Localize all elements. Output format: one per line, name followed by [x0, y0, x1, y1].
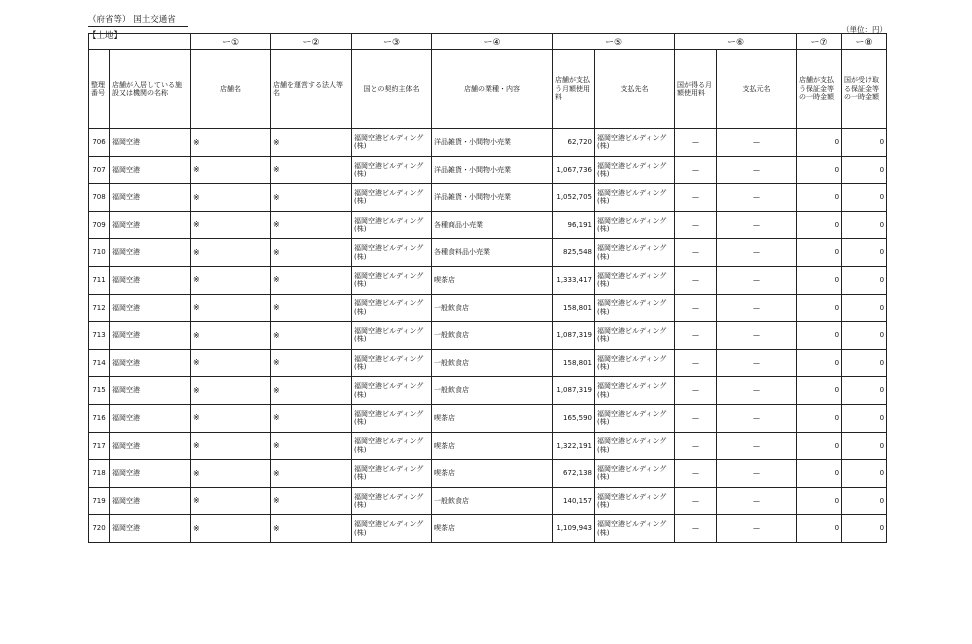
cell-deposit-paid: 0 — [797, 156, 842, 184]
cell-store-name: ※ — [191, 515, 271, 543]
cell-facility: 福岡空港 — [110, 377, 191, 405]
cell-operator: ※ — [271, 515, 352, 543]
cell-deposit-paid: 0 — [797, 239, 842, 267]
cell-deposit-paid: 0 — [797, 487, 842, 515]
cell-index: 709 — [89, 211, 110, 239]
cell-state-monthly: — — [675, 184, 717, 212]
cell-operator: ※ — [271, 156, 352, 184]
cell-deposit-received: 0 — [842, 129, 887, 157]
cell-deposit-received: 0 — [842, 349, 887, 377]
table-row — [89, 294, 887, 322]
cell-monthly-fee: 1,087,319 — [553, 322, 595, 350]
cell-payer: — — [717, 377, 797, 405]
cell-payee: 福岡空港ビルディング(株) — [595, 349, 675, 377]
cell-operator: ※ — [271, 211, 352, 239]
cell-state-monthly: — — [675, 156, 717, 184]
header-store-name: 店舗名 — [191, 50, 271, 129]
cell-monthly-fee: 672,138 — [553, 460, 595, 488]
cell-deposit-paid: 0 — [797, 460, 842, 488]
cell-index: 708 — [89, 184, 110, 212]
header-deposit-received: 国が受け取る保証金等の一時金額 — [842, 50, 887, 129]
cell-facility: 福岡空港 — [110, 349, 191, 377]
cell-business: 喫茶店 — [432, 266, 553, 294]
cell-index: 719 — [89, 487, 110, 515]
cell-business: 喫茶店 — [432, 432, 553, 460]
cell-operator: ※ — [271, 377, 352, 405]
cell-deposit-received: 0 — [842, 460, 887, 488]
cell-payee: 福岡空港ビルディング(株) — [595, 294, 675, 322]
cell-payer: — — [717, 460, 797, 488]
cell-payer: — — [717, 129, 797, 157]
cell-monthly-fee: 158,801 — [553, 349, 595, 377]
cell-contract: 福岡空港ビルディング(株) — [352, 404, 432, 432]
cell-monthly-fee: 1,087,319 — [553, 377, 595, 405]
column-number: ー⑥ — [675, 34, 797, 50]
cell-deposit-paid: 0 — [797, 432, 842, 460]
cell-facility: 福岡空港 — [110, 184, 191, 212]
cell-business: 一般飲食店 — [432, 377, 553, 405]
cell-contract: 福岡空港ビルディング(株) — [352, 211, 432, 239]
cell-store-name: ※ — [191, 404, 271, 432]
cell-state-monthly: — — [675, 487, 717, 515]
cell-facility: 福岡空港 — [110, 129, 191, 157]
cell-store-name: ※ — [191, 129, 271, 157]
table-row — [89, 515, 887, 543]
cell-operator: ※ — [271, 349, 352, 377]
cell-facility: 福岡空港 — [110, 239, 191, 267]
cell-contract: 福岡空港ビルディング(株) — [352, 349, 432, 377]
cell-operator: ※ — [271, 266, 352, 294]
cell-state-monthly: — — [675, 460, 717, 488]
cell-index: 720 — [89, 515, 110, 543]
cell-facility: 福岡空港 — [110, 322, 191, 350]
cell-payee: 福岡空港ビルディング(株) — [595, 404, 675, 432]
cell-state-monthly: — — [675, 432, 717, 460]
column-number-row — [89, 34, 887, 50]
cell-payer: — — [717, 322, 797, 350]
cell-contract: 福岡空港ビルディング(株) — [352, 294, 432, 322]
cell-payer: — — [717, 156, 797, 184]
cell-payee: 福岡空港ビルディング(株) — [595, 239, 675, 267]
cell-business: 各種食料品小売業 — [432, 239, 553, 267]
cell-state-monthly: — — [675, 377, 717, 405]
cell-deposit-received: 0 — [842, 487, 887, 515]
cell-deposit-received: 0 — [842, 239, 887, 267]
cell-deposit-paid: 0 — [797, 404, 842, 432]
cell-monthly-fee: 62,720 — [553, 129, 595, 157]
cell-business: 一般飲食店 — [432, 294, 553, 322]
cell-index: 718 — [89, 460, 110, 488]
cell-deposit-paid: 0 — [797, 129, 842, 157]
cell-deposit-received: 0 — [842, 156, 887, 184]
cell-monthly-fee: 1,067,736 — [553, 156, 595, 184]
cell-facility: 福岡空港 — [110, 156, 191, 184]
table-row — [89, 239, 887, 267]
cell-payee: 福岡空港ビルディング(株) — [595, 266, 675, 294]
cell-monthly-fee: 1,109,943 — [553, 515, 595, 543]
cell-business: 喫茶店 — [432, 515, 553, 543]
table-row — [89, 266, 887, 294]
cell-state-monthly: — — [675, 211, 717, 239]
cell-facility: 福岡空港 — [110, 515, 191, 543]
cell-business: 洋品雑貨・小間物小売業 — [432, 156, 553, 184]
cell-monthly-fee: 96,191 — [553, 211, 595, 239]
cell-payee: 福岡空港ビルディング(株) — [595, 460, 675, 488]
cell-payee: 福岡空港ビルディング(株) — [595, 377, 675, 405]
table-row — [89, 322, 887, 350]
table-row — [89, 377, 887, 405]
header-state-monthly: 国が得る月額使用料 — [675, 50, 717, 129]
category-label: 【土地】 — [88, 31, 123, 41]
cell-deposit-paid: 0 — [797, 294, 842, 322]
column-number: ー⑧ — [842, 34, 887, 50]
cell-index: 715 — [89, 377, 110, 405]
cell-deposit-paid: 0 — [797, 377, 842, 405]
cell-store-name: ※ — [191, 432, 271, 460]
cell-index: 717 — [89, 432, 110, 460]
ministry-label: （府省等） 国土交通省 — [88, 13, 188, 27]
cell-monthly-fee: 825,548 — [553, 239, 595, 267]
table-row — [89, 404, 887, 432]
cell-payee: 福岡空港ビルディング(株) — [595, 487, 675, 515]
cell-business: 洋品雑貨・小間物小売業 — [432, 184, 553, 212]
cell-payer: — — [717, 266, 797, 294]
column-label-row — [89, 50, 887, 129]
cell-operator: ※ — [271, 404, 352, 432]
column-number: ー⑦ — [797, 34, 842, 50]
cell-business: 一般飲食店 — [432, 487, 553, 515]
table-row — [89, 156, 887, 184]
cell-deposit-received: 0 — [842, 377, 887, 405]
cell-deposit-received: 0 — [842, 184, 887, 212]
cell-store-name: ※ — [191, 266, 271, 294]
cell-state-monthly: — — [675, 239, 717, 267]
cell-store-name: ※ — [191, 156, 271, 184]
cell-store-name: ※ — [191, 487, 271, 515]
cell-monthly-fee: 1,333,417 — [553, 266, 595, 294]
cell-facility: 福岡空港 — [110, 404, 191, 432]
cell-payer: — — [717, 515, 797, 543]
cell-monthly-fee: 140,157 — [553, 487, 595, 515]
cell-monthly-fee: 1,322,191 — [553, 432, 595, 460]
cell-store-name: ※ — [191, 184, 271, 212]
cell-operator: ※ — [271, 487, 352, 515]
cell-operator: ※ — [271, 294, 352, 322]
cell-contract: 福岡空港ビルディング(株) — [352, 266, 432, 294]
cell-contract: 福岡空港ビルディング(株) — [352, 487, 432, 515]
column-number: ー② — [271, 34, 352, 50]
cell-contract: 福岡空港ビルディング(株) — [352, 184, 432, 212]
cell-facility: 福岡空港 — [110, 211, 191, 239]
cell-payee: 福岡空港ビルディング(株) — [595, 322, 675, 350]
cell-business: 喫茶店 — [432, 404, 553, 432]
column-number: ー① — [191, 34, 271, 50]
cell-business: 一般飲食店 — [432, 322, 553, 350]
cell-deposit-paid: 0 — [797, 322, 842, 350]
cell-payer: — — [717, 239, 797, 267]
cell-deposit-paid: 0 — [797, 184, 842, 212]
cell-operator: ※ — [271, 460, 352, 488]
cell-payee: 福岡空港ビルディング(株) — [595, 129, 675, 157]
cell-payee: 福岡空港ビルディング(株) — [595, 184, 675, 212]
cell-deposit-received: 0 — [842, 404, 887, 432]
cell-deposit-paid: 0 — [797, 349, 842, 377]
column-number-blank — [89, 34, 191, 50]
cell-store-name: ※ — [191, 239, 271, 267]
cell-facility: 福岡空港 — [110, 460, 191, 488]
cell-contract: 福岡空港ビルディング(株) — [352, 156, 432, 184]
cell-payer: — — [717, 432, 797, 460]
cell-payer: — — [717, 184, 797, 212]
cell-deposit-received: 0 — [842, 515, 887, 543]
table-row — [89, 460, 887, 488]
header-monthly-fee: 店舗が支払う月額使用料 — [553, 50, 595, 129]
cell-contract: 福岡空港ビルディング(株) — [352, 322, 432, 350]
store-usage-table — [88, 33, 887, 543]
cell-state-monthly: — — [675, 266, 717, 294]
cell-payer: — — [717, 349, 797, 377]
column-number: ー⑤ — [553, 34, 675, 50]
table-row — [89, 184, 887, 212]
cell-store-name: ※ — [191, 377, 271, 405]
cell-operator: ※ — [271, 432, 352, 460]
cell-facility: 福岡空港 — [110, 487, 191, 515]
cell-state-monthly: — — [675, 294, 717, 322]
cell-index: 712 — [89, 294, 110, 322]
cell-business: 洋品雑貨・小間物小売業 — [432, 129, 553, 157]
cell-operator: ※ — [271, 184, 352, 212]
cell-business: 一般飲食店 — [432, 349, 553, 377]
table-row — [89, 349, 887, 377]
header-operator: 店舗を運営する法人等名 — [271, 50, 352, 129]
cell-index: 707 — [89, 156, 110, 184]
cell-contract: 福岡空港ビルディング(株) — [352, 460, 432, 488]
cell-payee: 福岡空港ビルディング(株) — [595, 211, 675, 239]
header-facility: 店舗が入居している施設又は機関の名称 — [110, 50, 191, 129]
cell-deposit-received: 0 — [842, 432, 887, 460]
cell-deposit-paid: 0 — [797, 515, 842, 543]
cell-business: 各種商品小売業 — [432, 211, 553, 239]
cell-facility: 福岡空港 — [110, 432, 191, 460]
cell-operator: ※ — [271, 239, 352, 267]
cell-contract: 福岡空港ビルディング(株) — [352, 432, 432, 460]
header-contract: 国との契約主体名 — [352, 50, 432, 129]
cell-index: 706 — [89, 129, 110, 157]
cell-payer: — — [717, 211, 797, 239]
header-payer: 支払元名 — [717, 50, 797, 129]
header-business: 店舗の業種・内容 — [432, 50, 553, 129]
cell-contract: 福岡空港ビルディング(株) — [352, 377, 432, 405]
cell-payer: — — [717, 487, 797, 515]
cell-deposit-paid: 0 — [797, 266, 842, 294]
cell-store-name: ※ — [191, 322, 271, 350]
cell-index: 716 — [89, 404, 110, 432]
cell-store-name: ※ — [191, 460, 271, 488]
cell-deposit-received: 0 — [842, 266, 887, 294]
cell-facility: 福岡空港 — [110, 266, 191, 294]
cell-state-monthly: — — [675, 349, 717, 377]
header-deposit-paid: 店舗が支払う保証金等の一時金額 — [797, 50, 842, 129]
cell-deposit-received: 0 — [842, 294, 887, 322]
cell-state-monthly: — — [675, 404, 717, 432]
cell-monthly-fee: 158,801 — [553, 294, 595, 322]
cell-contract: 福岡空港ビルディング(株) — [352, 129, 432, 157]
cell-state-monthly: — — [675, 322, 717, 350]
column-number: ー③ — [352, 34, 432, 50]
cell-payer: — — [717, 294, 797, 322]
cell-state-monthly: — — [675, 129, 717, 157]
header-payee: 支払先名 — [595, 50, 675, 129]
cell-payer: — — [717, 404, 797, 432]
table-row — [89, 487, 887, 515]
cell-business: 喫茶店 — [432, 460, 553, 488]
cell-contract: 福岡空港ビルディング(株) — [352, 515, 432, 543]
cell-index: 714 — [89, 349, 110, 377]
header-index: 整理番号 — [89, 50, 110, 129]
cell-state-monthly: — — [675, 515, 717, 543]
cell-operator: ※ — [271, 129, 352, 157]
cell-payee: 福岡空港ビルディング(株) — [595, 515, 675, 543]
cell-payee: 福岡空港ビルディング(株) — [595, 432, 675, 460]
cell-payee: 福岡空港ビルディング(株) — [595, 156, 675, 184]
cell-index: 710 — [89, 239, 110, 267]
table-row — [89, 211, 887, 239]
table-row — [89, 432, 887, 460]
cell-deposit-paid: 0 — [797, 211, 842, 239]
cell-index: 711 — [89, 266, 110, 294]
column-number: ー④ — [432, 34, 553, 50]
table-row — [89, 129, 887, 157]
cell-store-name: ※ — [191, 349, 271, 377]
cell-monthly-fee: 165,590 — [553, 404, 595, 432]
cell-monthly-fee: 1,052,705 — [553, 184, 595, 212]
cell-contract: 福岡空港ビルディング(株) — [352, 239, 432, 267]
cell-operator: ※ — [271, 322, 352, 350]
cell-deposit-received: 0 — [842, 322, 887, 350]
cell-deposit-received: 0 — [842, 211, 887, 239]
cell-facility: 福岡空港 — [110, 294, 191, 322]
cell-index: 713 — [89, 322, 110, 350]
cell-store-name: ※ — [191, 294, 271, 322]
unit-label: （単位：円） — [842, 25, 887, 34]
cell-store-name: ※ — [191, 211, 271, 239]
